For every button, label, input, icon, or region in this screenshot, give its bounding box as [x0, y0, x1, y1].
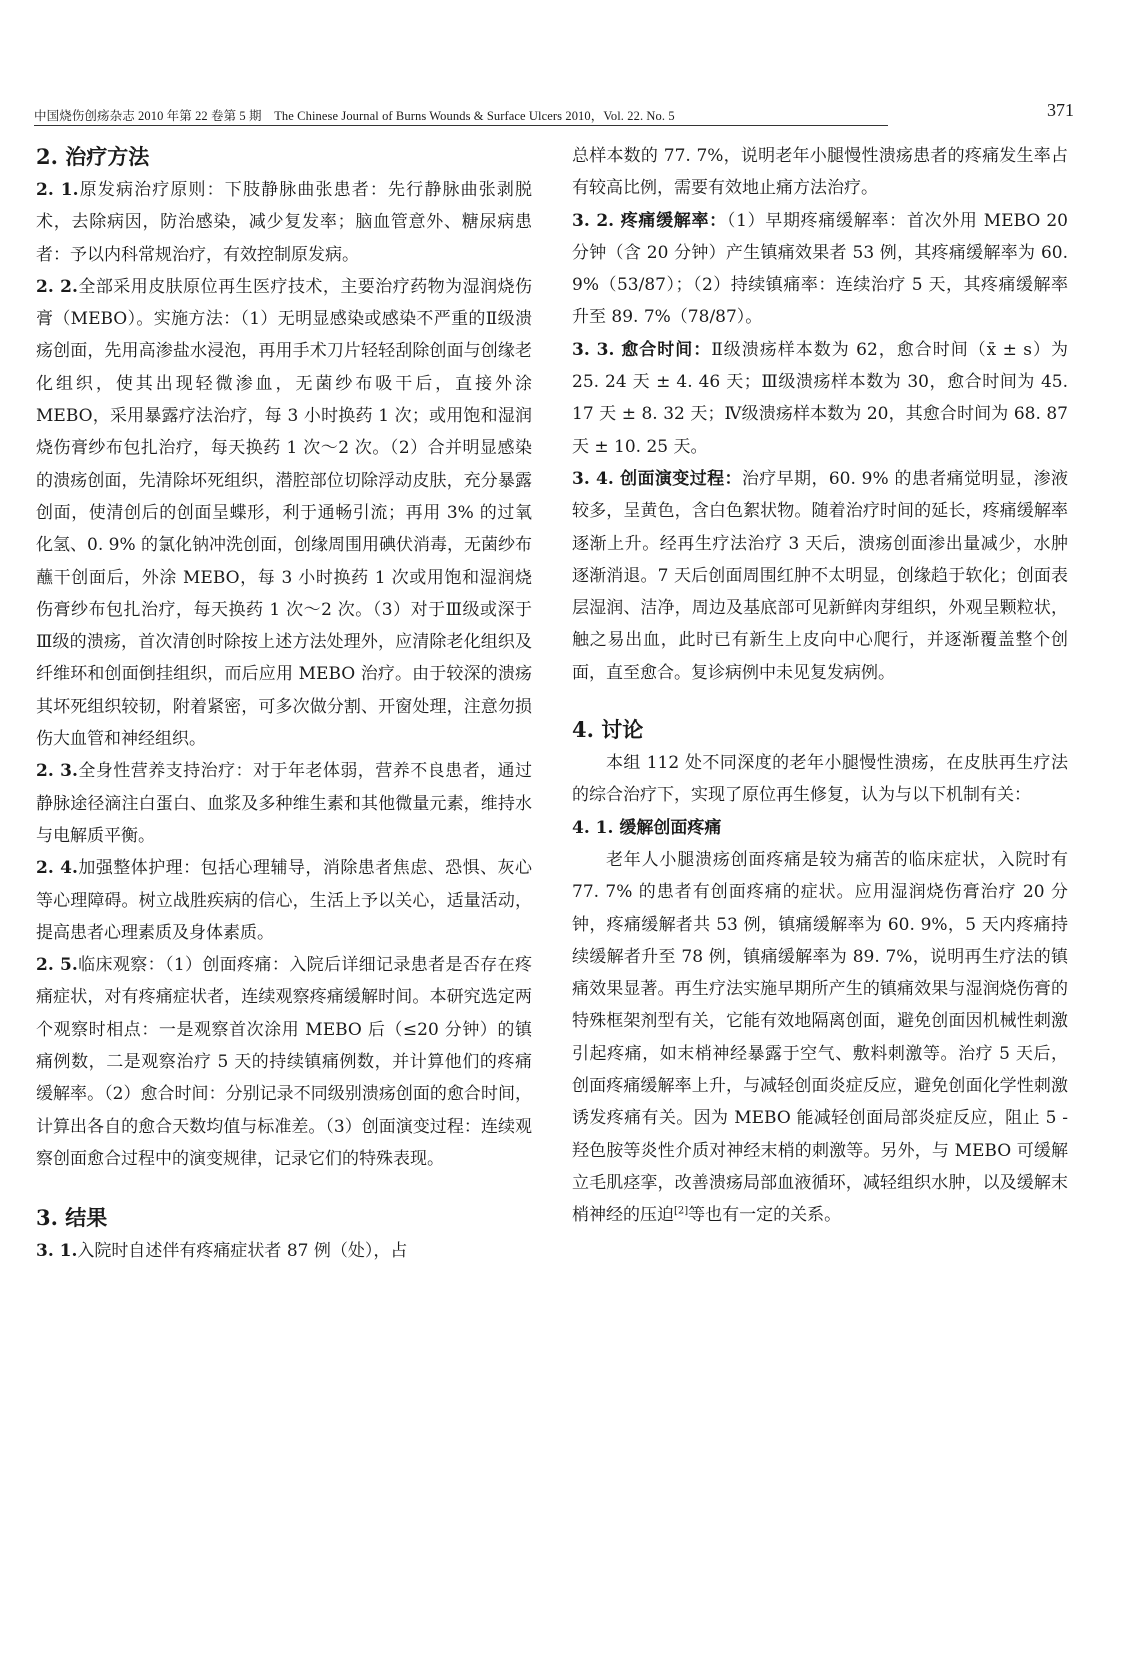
paragraph-3-1-continued: 总样本数的 77. 7%，说明老年小腿慢性溃疡患者的疼痛发生率占有较高比例，需要有效地止痛方法治疗。	[572, 146, 1068, 199]
label-2-2: 2. 2.	[36, 276, 78, 297]
text-3-3: Ⅱ级溃疡样本数为 62，愈合时间（x̄ ± s）为 25. 24 天 ± 4. 46 天；Ⅲ级溃疡样本数为 30，愈合时间为 45. 17 天 ± 8. 32 天；Ⅳ级溃疡样本数为 20，其愈合时间为 68. 87 天 ± 10. 25 天。	[572, 339, 1068, 457]
paragraph-3-4	[572, 463, 1068, 689]
text-4-1-a: 老年人小腿溃疡创面疼痛是较为痛苦的临床症状，入院时有 77. 7% 的患者有创面疼痛的症状。应用湿润烧伤膏治疗 20 分钟，疼痛缓解者共 53 例，镇痛缓解率为 60. 9%，5 天内疼痛持续缓解者升至 78 例，镇痛缓解率为 89. 7%，说明再生疗法的镇痛效果显著。再生疗法实施早期所产生的镇痛效果与湿润烧伤膏的特殊框架剂型有关，它能有效地隔离创面，避免创面因机械性刺激引起疼痛，如末梢神经暴露于空气、敷料刺激等。治疗 5 天后，创面疼痛缓解率上升，与减轻创面炎症反应，避免创面化学性刺激诱发疼痛有关。因为 MEBO 能减轻创面局部炎症反应，阻止 5 - 羟色胺等炎性介质对神经末梢的刺激等。另外，与 MEBO 可缓解立毛肌痉挛，改善溃疡局部血液循环，减轻组织水肿，以及缓解末梢神经的压迫	[572, 849, 1068, 1226]
label-3-2: 3. 2. 疼痛缓解率：	[572, 210, 727, 231]
text-2-2: 全部采用皮肤原位再生医疗技术，主要治疗药物为湿润烧伤膏（MEBO）。实施方法：（1）无明显感染或感染不严重的Ⅱ级溃疡创面，先用高渗盐水浸泡，再用手术刀片轻轻刮除创面与创缘老化组织，使其出现轻微渗血，无菌纱布吸干后，直接外涂 MEBO，采用暴露疗法治疗，每 3 小时换药 1 次；或用饱和湿润烧伤膏纱布包扎治疗，每天换药 1 次～2 次。（2）合并明显感染的溃疡创面，先清除坏死组织，潜腔部位切除浮动皮肤，充分暴露创面，使清创后的创面呈蝶形，利于通畅引流；再用 3% 的过氧化氢、0. 9% 的氯化钠冲洗创面，创缘周围用碘伏消毒，无菌纱布蘸干创面后，外涂 MEBO，每 3 小时换药 1 次或用饱和湿润烧伤膏纱布包扎治疗，每天换药 1 次～2 次。（3）对于Ⅲ级或深于Ⅲ级的溃疡，首次清创时除按上述方法处理外，应清除老化组织及纤维环和创面倒挂组织，而后应用 MEBO 治疗。由于较深的溃疡其坏死组织较韧，附着紧密，可多次做分割、开窗处理，注意勿损伤大血管和神经组织。	[36, 276, 533, 750]
left-column	[36, 140, 532, 1268]
paragraph-2-5	[36, 949, 532, 1175]
text-2-3: 全身性营养支持治疗：对于年老体弱，营养不良患者，通过静脉途径滴注白蛋白、血浆及多种维生素和其他微量元素，维持水与电解质平衡。	[36, 761, 533, 846]
paragraph-3-2	[572, 205, 1068, 334]
journal-citation: 中国烧伤创疡杂志 2010 年第 22 卷第 5 期 The Chinese Journal of Burns Wounds & Surface Ulcers 2010，Vol. 22. No. 5	[34, 109, 675, 123]
text-2-1: 原发病治疗原则：下肢静脉曲张患者：先行静脉曲张剥脱术，去除病因，防治感染，减少复发率；脑血管意外、糖尿病患者：予以内科常规治疗，有效控制原发病。	[36, 180, 533, 265]
section-gap	[36, 1175, 532, 1201]
subsection-4-1-title: 4. 1. 缓解创面疼痛	[572, 817, 722, 838]
label-2-5: 2. 5.	[36, 955, 78, 976]
text-2-4: 加强整体护理：包括心理辅导，消除患者焦虑、恐惧、灰心等心理障碍。树立战胜疾病的信心，生活上予以关心，适量活动，提高患者心理素质及身体素质。	[36, 858, 533, 943]
paragraph-4-intro: 本组 112 处不同深度的老年小腿慢性溃疡，在皮肤再生疗法的综合治疗下，实现了原位再生修复，认为与以下机制有关：	[572, 753, 1068, 806]
paragraph-3-3	[572, 334, 1068, 463]
header-rule	[34, 125, 888, 126]
text-4-1-b: 等也有一定的关系。	[688, 1205, 842, 1226]
label-3-4: 3. 4. 创面演变过程：	[572, 468, 742, 489]
label-3-1: 3. 1.	[36, 1241, 78, 1262]
text-2-5: 临床观察：（1）创面疼痛：入院后详细记录患者是否存在疼痛症状，对有疼痛症状者，连续观察疼痛缓解时间。本研究选定两个观察时相点：一是观察首次涂用 MEBO 后（≤20 分钟）的镇痛例数，二是观察治疗 5 天的持续镇痛例数，并计算他们的疼痛缓解率。（2）愈合时间：分别记录不同级别溃疡创面的愈合时间，计算出各自的愈合天数均值与标准差。（3）创面演变过程：连续观察创面愈合过程中的演变规律，记录它们的特殊表现。	[36, 955, 532, 1169]
text-3-1: 入院时自述伴有疼痛症状者 87 例（处），占	[77, 1241, 408, 1262]
label-2-1: 2. 1.	[36, 180, 79, 200]
right-column	[572, 140, 1068, 1232]
paragraph-2-3	[36, 755, 532, 852]
paragraph-2-4	[36, 852, 532, 949]
page-number: 371	[1047, 100, 1074, 120]
section-2-title: 2. 治疗方法	[36, 144, 150, 169]
section-gap	[572, 689, 1068, 713]
section-4-title: 4. 讨论	[572, 717, 644, 743]
section-3-title: 3. 结果	[36, 1205, 108, 1231]
paragraph-2-1	[36, 174, 532, 271]
label-3-3: 3. 3. 愈合时间：	[572, 339, 712, 360]
text-3-4: 治疗早期，60. 9% 的患者痛觉明显，渗液较多，呈黄色，含白色絮状物。随着治疗时间的延长，疼痛缓解率逐渐上升。经再生疗法治疗 3 天后，溃疡创面渗出量减少，水肿逐渐消退。7 天后创面周围红肿不太明显，创缘趋于软化；创面表层湿润、洁净，周边及基底部可见新鲜肉芽组织，外观呈颗粒状，触之易出血，此时已有新生上皮向中心爬行，并逐渐覆盖整个创面，直至愈合。复诊病例中未见复发病例。	[572, 468, 1068, 683]
paragraph-4-1	[572, 844, 1068, 1232]
running-header	[34, 100, 1074, 130]
label-2-3: 2. 3.	[36, 761, 78, 782]
paragraph-3-1	[36, 1235, 532, 1267]
label-2-4: 2. 4.	[36, 858, 78, 879]
citation-ref: [2]	[674, 1205, 689, 1217]
text-3-2: （1）早期疼痛缓解率：首次外用 MEBO 20 分钟（含 20 分钟）产生镇痛效果者 53 例，其疼痛缓解率为 60. 9%（53/87）；（2）持续镇痛率：连续治疗 5 天，其疼痛缓解率升至 89. 7%（78/87）。	[572, 210, 1068, 328]
paragraph-2-2	[36, 271, 532, 755]
